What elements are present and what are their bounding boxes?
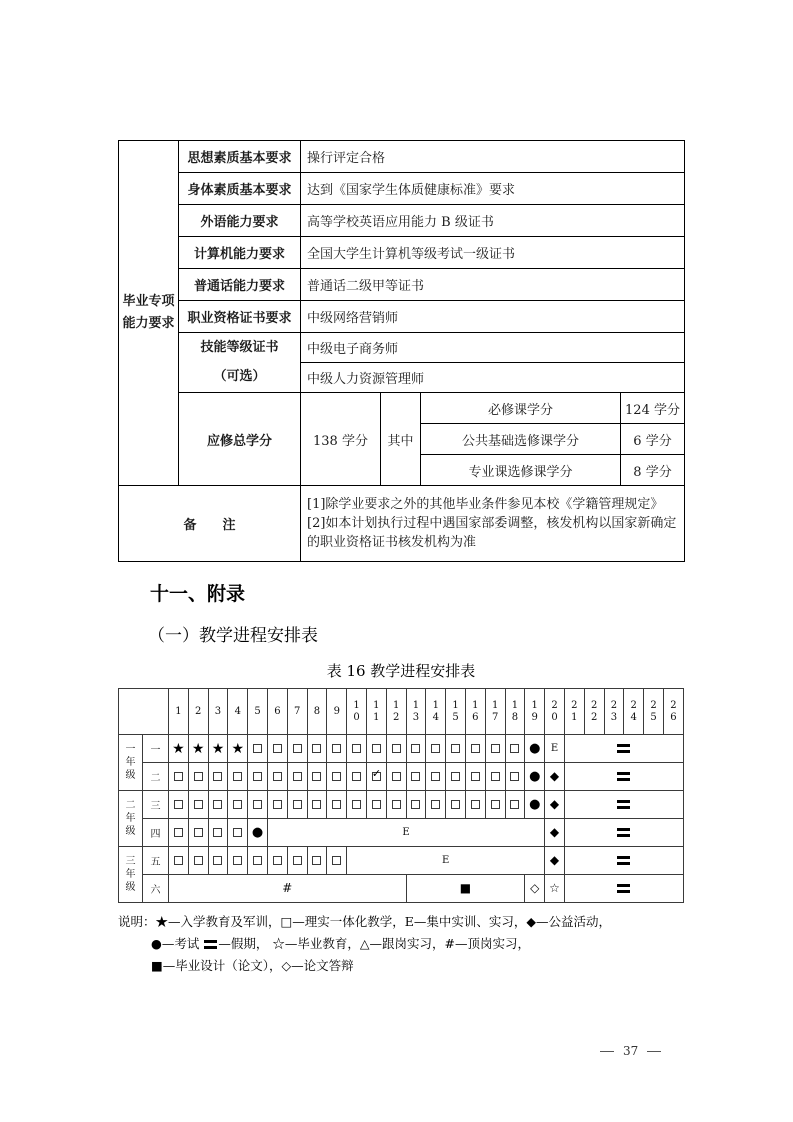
week-cell xyxy=(327,763,347,791)
semester-label: 二 xyxy=(143,763,169,791)
schedule-row xyxy=(119,763,684,791)
req-label: 思想素质基本要求 xyxy=(179,141,301,173)
week-cell xyxy=(446,735,466,763)
week-cell xyxy=(525,763,545,791)
week-header-cell: 1 7 xyxy=(485,689,505,735)
schedule-row xyxy=(119,735,684,763)
week-cell xyxy=(169,847,189,875)
checkbox-icon xyxy=(194,800,203,809)
checkbox-icon xyxy=(174,856,183,865)
week-cell xyxy=(228,763,248,791)
remark-line1: [1]除学业要求之外的其他毕业条件参见本校《学籍管理规定》 xyxy=(307,497,664,512)
checkbox-icon xyxy=(312,772,321,781)
holiday-bars-icon xyxy=(204,940,217,949)
checkbox-icon xyxy=(213,800,222,809)
week-cell xyxy=(426,791,446,819)
skill-cert-value: 中级人力资源管理师 xyxy=(301,363,685,393)
schedule-row xyxy=(119,819,684,847)
week-cell xyxy=(545,791,565,819)
table-caption: 表 16 教学进程安排表 xyxy=(326,662,476,680)
week-header-cell: 1 4 xyxy=(426,689,446,735)
week-cell xyxy=(228,791,248,819)
checkbox-icon xyxy=(451,744,460,753)
week-cell xyxy=(446,763,466,791)
legend-line2-suffix: —假期， ☆—毕业教育，△—跟岗实习，#—顶岗实习， xyxy=(218,936,530,951)
req-value: 中级网络营销师 xyxy=(301,301,685,333)
week-cell xyxy=(188,735,208,763)
checkbox-icon xyxy=(431,772,440,781)
checkbox-icon xyxy=(352,800,361,809)
checkbox-icon xyxy=(233,828,242,837)
open-diamond-icon: ◇ xyxy=(530,881,540,895)
week-cell xyxy=(505,735,525,763)
week-cell xyxy=(347,763,367,791)
skill-cert-label-line2: （可选） xyxy=(213,369,266,384)
week-cell xyxy=(426,735,446,763)
checkbox-icon xyxy=(471,772,480,781)
skill-cert-label-line1: 技能等级证书 xyxy=(200,340,279,355)
holiday-bars-icon xyxy=(617,856,630,865)
week-cell xyxy=(169,819,189,847)
schedule-corner-cell xyxy=(119,689,169,735)
req-label: 普通话能力要求 xyxy=(179,269,301,301)
semester-label: 四 xyxy=(143,819,169,847)
legend xyxy=(118,911,684,977)
checkbox-icon xyxy=(312,800,321,809)
dot-icon: ● xyxy=(529,741,541,756)
dot-icon: ● xyxy=(529,769,541,784)
week-cell xyxy=(287,847,307,875)
week-cell xyxy=(267,847,287,875)
week-cell xyxy=(248,735,268,763)
credits-item-label: 必修课学分 xyxy=(421,393,621,424)
week-header-cell: 6 xyxy=(267,689,287,735)
week-cell xyxy=(564,763,683,791)
week-cell xyxy=(267,763,287,791)
legend-line1: 说明：★—入学教育及军训，□—理实一体化教学，E—集中实训、实习，◆—公益活动， xyxy=(118,914,612,929)
week-cell xyxy=(188,763,208,791)
holiday-bars-icon xyxy=(617,772,630,781)
week-cell xyxy=(248,763,268,791)
credits-label: 应修总学分 xyxy=(179,393,301,486)
square-icon: ■ xyxy=(459,881,472,895)
schedule-row xyxy=(119,875,684,903)
checkbox-icon xyxy=(174,828,183,837)
semester-label: 五 xyxy=(143,847,169,875)
checkbox-icon xyxy=(510,772,519,781)
week-cell xyxy=(347,847,545,875)
page-number-value: 37 xyxy=(623,1044,639,1058)
week-cell xyxy=(169,791,189,819)
checkbox-icon xyxy=(491,772,500,781)
year-group-label: 三 年 级 xyxy=(119,847,143,903)
week-cell xyxy=(208,763,228,791)
checkbox-icon xyxy=(372,744,381,753)
checkbox-icon xyxy=(312,856,321,865)
checkbox-icon xyxy=(174,772,183,781)
week-header-cell: 1 5 xyxy=(446,689,466,735)
checkbox-icon xyxy=(293,744,302,753)
checkbox-icon xyxy=(431,744,440,753)
week-cell xyxy=(366,763,386,791)
week-cell xyxy=(465,763,485,791)
diamond-icon: ◆ xyxy=(549,853,560,867)
page-number xyxy=(600,1044,661,1058)
credits-item-value: 8 学分 xyxy=(621,455,685,486)
week-cell xyxy=(327,735,347,763)
checkbox-icon xyxy=(372,800,381,809)
legend-line2-prefix: ●—考试 xyxy=(151,936,204,951)
week-header-cell: 1 6 xyxy=(465,689,485,735)
req-value: 高等学校英语应用能力 B 级证书 xyxy=(301,205,685,237)
week-header-cell: 5 xyxy=(248,689,268,735)
week-cell xyxy=(485,791,505,819)
week-header-cell: 2 6 xyxy=(663,689,683,735)
week-cell xyxy=(525,791,545,819)
checkbox-icon xyxy=(213,828,222,837)
week-cell xyxy=(228,735,248,763)
checkbox-icon xyxy=(213,772,222,781)
week-cell xyxy=(248,819,268,847)
checkbox-icon xyxy=(253,744,262,753)
week-cell xyxy=(267,819,544,847)
checkbox-icon xyxy=(392,800,401,809)
checkbox-icon xyxy=(253,772,262,781)
week-cell xyxy=(426,763,446,791)
week-cell xyxy=(386,735,406,763)
star-icon: ★ xyxy=(191,740,205,757)
group-label-line2: 能力要求 xyxy=(122,316,175,331)
check-mark-icon: ✓ xyxy=(371,767,382,780)
week-cell xyxy=(307,847,327,875)
week-cell xyxy=(406,791,426,819)
checkbox-icon xyxy=(491,800,500,809)
checkbox-icon xyxy=(352,744,361,753)
week-cell xyxy=(465,791,485,819)
week-header-cell: 2 5 xyxy=(644,689,664,735)
week-cell xyxy=(208,735,228,763)
credits-item-label: 公共基础选修课学分 xyxy=(421,424,621,455)
week-cell xyxy=(267,735,287,763)
week-cell xyxy=(564,791,683,819)
schedule-row xyxy=(119,791,684,819)
req-label: 身体素质基本要求 xyxy=(179,173,301,205)
week-cell xyxy=(545,847,565,875)
week-header-cell: 2 0 xyxy=(545,689,565,735)
group-label xyxy=(119,141,179,486)
week-header-cell: 2 2 xyxy=(584,689,604,735)
week-cell xyxy=(406,735,426,763)
week-cell xyxy=(525,875,545,903)
req-value: 操行评定合格 xyxy=(301,141,685,173)
checkbox-icon xyxy=(293,856,302,865)
checkbox-icon xyxy=(332,856,341,865)
week-cell xyxy=(564,735,683,763)
checkbox-icon xyxy=(332,800,341,809)
week-cell xyxy=(485,763,505,791)
week-cell xyxy=(406,763,426,791)
checkbox-icon xyxy=(273,800,282,809)
week-cell xyxy=(545,875,565,903)
week-header-cell: 2 4 xyxy=(624,689,644,735)
week-header-cell: 3 xyxy=(208,689,228,735)
checkbox-icon xyxy=(471,744,480,753)
week-cell xyxy=(465,735,485,763)
checkbox-icon xyxy=(411,800,420,809)
week-header-cell: 1 0 xyxy=(347,689,367,735)
week-cell xyxy=(366,791,386,819)
dot-icon: ● xyxy=(251,825,264,840)
checkbox-icon xyxy=(273,856,282,865)
semester-label: 六 xyxy=(143,875,169,903)
page-number-rule-right xyxy=(647,1051,661,1052)
week-cell xyxy=(208,791,228,819)
checkbox-icon xyxy=(392,772,401,781)
practice-e-label: E xyxy=(402,827,410,838)
practice-e-label: E xyxy=(442,855,450,866)
req-value: 达到《国家学生体质健康标准》要求 xyxy=(301,173,685,205)
checkbox-icon xyxy=(233,856,242,865)
checkbox-icon xyxy=(510,800,519,809)
credits-item-label: 专业课选修课学分 xyxy=(421,455,621,486)
checkbox-icon xyxy=(451,772,460,781)
checkbox-icon xyxy=(451,800,460,809)
practice-e-label: E xyxy=(550,743,559,754)
diamond-icon: ◆ xyxy=(549,797,560,811)
checkbox-icon xyxy=(293,772,302,781)
week-cell xyxy=(564,875,683,903)
checkbox-icon xyxy=(392,744,401,753)
week-cell xyxy=(248,791,268,819)
checkbox-icon xyxy=(471,800,480,809)
req-label: 计算机能力要求 xyxy=(179,237,301,269)
star-icon: ★ xyxy=(231,740,245,757)
week-header-cell: 2 3 xyxy=(604,689,624,735)
req-label: 外语能力要求 xyxy=(179,205,301,237)
holiday-bars-icon xyxy=(617,884,630,893)
week-header-cell: 7 xyxy=(287,689,307,735)
year-group-label: 二 年 级 xyxy=(119,791,143,847)
week-cell xyxy=(347,735,367,763)
schedule-table xyxy=(118,688,684,903)
week-cell xyxy=(564,819,683,847)
week-cell xyxy=(169,735,189,763)
dot-icon: ● xyxy=(529,797,541,812)
checkbox-icon xyxy=(174,800,183,809)
week-cell xyxy=(307,791,327,819)
checkbox-icon xyxy=(411,744,420,753)
week-cell xyxy=(208,819,228,847)
checkbox-icon xyxy=(233,772,242,781)
checkbox-icon xyxy=(194,828,203,837)
subsection-heading: （一）教学进程安排表 xyxy=(148,626,318,646)
section-heading: 十一、附录 xyxy=(150,583,246,605)
star-icon: ★ xyxy=(211,740,225,757)
holiday-bars-icon xyxy=(617,828,630,837)
schedule-head xyxy=(119,689,684,735)
credits-total: 138 学分 xyxy=(301,393,381,486)
week-cell xyxy=(327,791,347,819)
checkbox-icon xyxy=(253,800,262,809)
week-header-cell: 2 xyxy=(188,689,208,735)
remark-label: 备 注 xyxy=(119,486,301,562)
checkbox-icon xyxy=(194,772,203,781)
checkbox-icon xyxy=(253,856,262,865)
week-cell xyxy=(327,847,347,875)
group-label-line1: 毕业专项 xyxy=(122,294,175,309)
diamond-icon: ◆ xyxy=(549,769,560,783)
week-cell xyxy=(386,763,406,791)
req-label: 职业资格证书要求 xyxy=(179,301,301,333)
hash-icon: # xyxy=(282,881,293,895)
star-icon: ★ xyxy=(172,740,185,757)
week-header-cell: 1 3 xyxy=(406,689,426,735)
checkbox-icon xyxy=(273,744,282,753)
week-header-cell: 1 8 xyxy=(505,689,525,735)
week-cell xyxy=(406,875,525,903)
page-number-rule-left xyxy=(600,1051,614,1052)
week-cell xyxy=(485,735,505,763)
semester-label: 三 xyxy=(143,791,169,819)
week-header-cell: 2 1 xyxy=(564,689,584,735)
week-cell xyxy=(169,875,407,903)
req-value: 全国大学生计算机等级考试一级证书 xyxy=(301,237,685,269)
legend-line2 xyxy=(118,933,684,955)
week-cell xyxy=(169,763,189,791)
week-cell xyxy=(347,791,367,819)
skill-cert-value: 中级电子商务师 xyxy=(301,333,685,363)
week-cell xyxy=(505,791,525,819)
week-cell xyxy=(505,763,525,791)
year-group-label: 一 年 级 xyxy=(119,735,143,791)
week-cell xyxy=(248,847,268,875)
week-header-cell: 8 xyxy=(307,689,327,735)
page-content xyxy=(118,140,684,977)
week-cell xyxy=(267,791,287,819)
holiday-bars-icon xyxy=(617,744,630,753)
week-cell xyxy=(564,847,683,875)
week-cell xyxy=(287,791,307,819)
checkbox-icon xyxy=(213,856,222,865)
credits-item-value: 124 学分 xyxy=(621,393,685,424)
checkbox-icon xyxy=(293,800,302,809)
holiday-bars-icon xyxy=(617,800,630,809)
checkbox-icon xyxy=(273,772,282,781)
open-star-icon: ☆ xyxy=(549,881,560,895)
week-cell xyxy=(287,735,307,763)
checkbox-icon xyxy=(312,744,321,753)
week-cell xyxy=(525,735,545,763)
graduation-requirements-table xyxy=(118,140,685,562)
week-cell xyxy=(188,819,208,847)
week-cell xyxy=(208,847,228,875)
semester-label: 一 xyxy=(143,735,169,763)
week-header-cell: 1 1 xyxy=(366,689,386,735)
checkbox-icon xyxy=(332,772,341,781)
credits-item-value: 6 学分 xyxy=(621,424,685,455)
week-header-cell: 1 2 xyxy=(386,689,406,735)
checkbox-icon xyxy=(491,744,500,753)
week-header-cell: 1 9 xyxy=(525,689,545,735)
remark-text xyxy=(301,486,685,562)
diamond-icon: ◆ xyxy=(549,825,560,839)
checked-box-icon xyxy=(371,767,382,781)
week-cell xyxy=(307,735,327,763)
checkbox-icon xyxy=(411,772,420,781)
checkbox-icon xyxy=(233,800,242,809)
week-cell xyxy=(188,847,208,875)
skill-cert-label xyxy=(179,333,301,393)
checkbox-icon xyxy=(431,800,440,809)
week-cell xyxy=(545,763,565,791)
week-cell xyxy=(386,791,406,819)
week-cell xyxy=(228,847,248,875)
week-cell xyxy=(188,791,208,819)
schedule-body xyxy=(119,735,684,903)
week-header-cell: 9 xyxy=(327,689,347,735)
checkbox-icon xyxy=(510,744,519,753)
week-cell xyxy=(287,763,307,791)
schedule-row xyxy=(119,847,684,875)
week-cell xyxy=(307,763,327,791)
legend-line3: ■—毕业设计（论文），◇—论文答辩 xyxy=(151,958,354,973)
checkbox-icon xyxy=(332,744,341,753)
week-cell xyxy=(228,819,248,847)
remark-line2: [2]如本计划执行过程中遇国家部委调整，核发机构以国家新确定的职业资格证书核发机构为准 xyxy=(307,516,677,550)
checkbox-icon xyxy=(194,856,203,865)
req-value: 普通话二级甲等证书 xyxy=(301,269,685,301)
week-cell xyxy=(545,735,565,763)
week-cell xyxy=(545,819,565,847)
week-header-cell: 4 xyxy=(228,689,248,735)
checkbox-icon xyxy=(352,772,361,781)
week-header-cell: 1 xyxy=(169,689,189,735)
week-cell xyxy=(446,791,466,819)
credits-among: 其中 xyxy=(381,393,421,486)
week-cell xyxy=(366,735,386,763)
